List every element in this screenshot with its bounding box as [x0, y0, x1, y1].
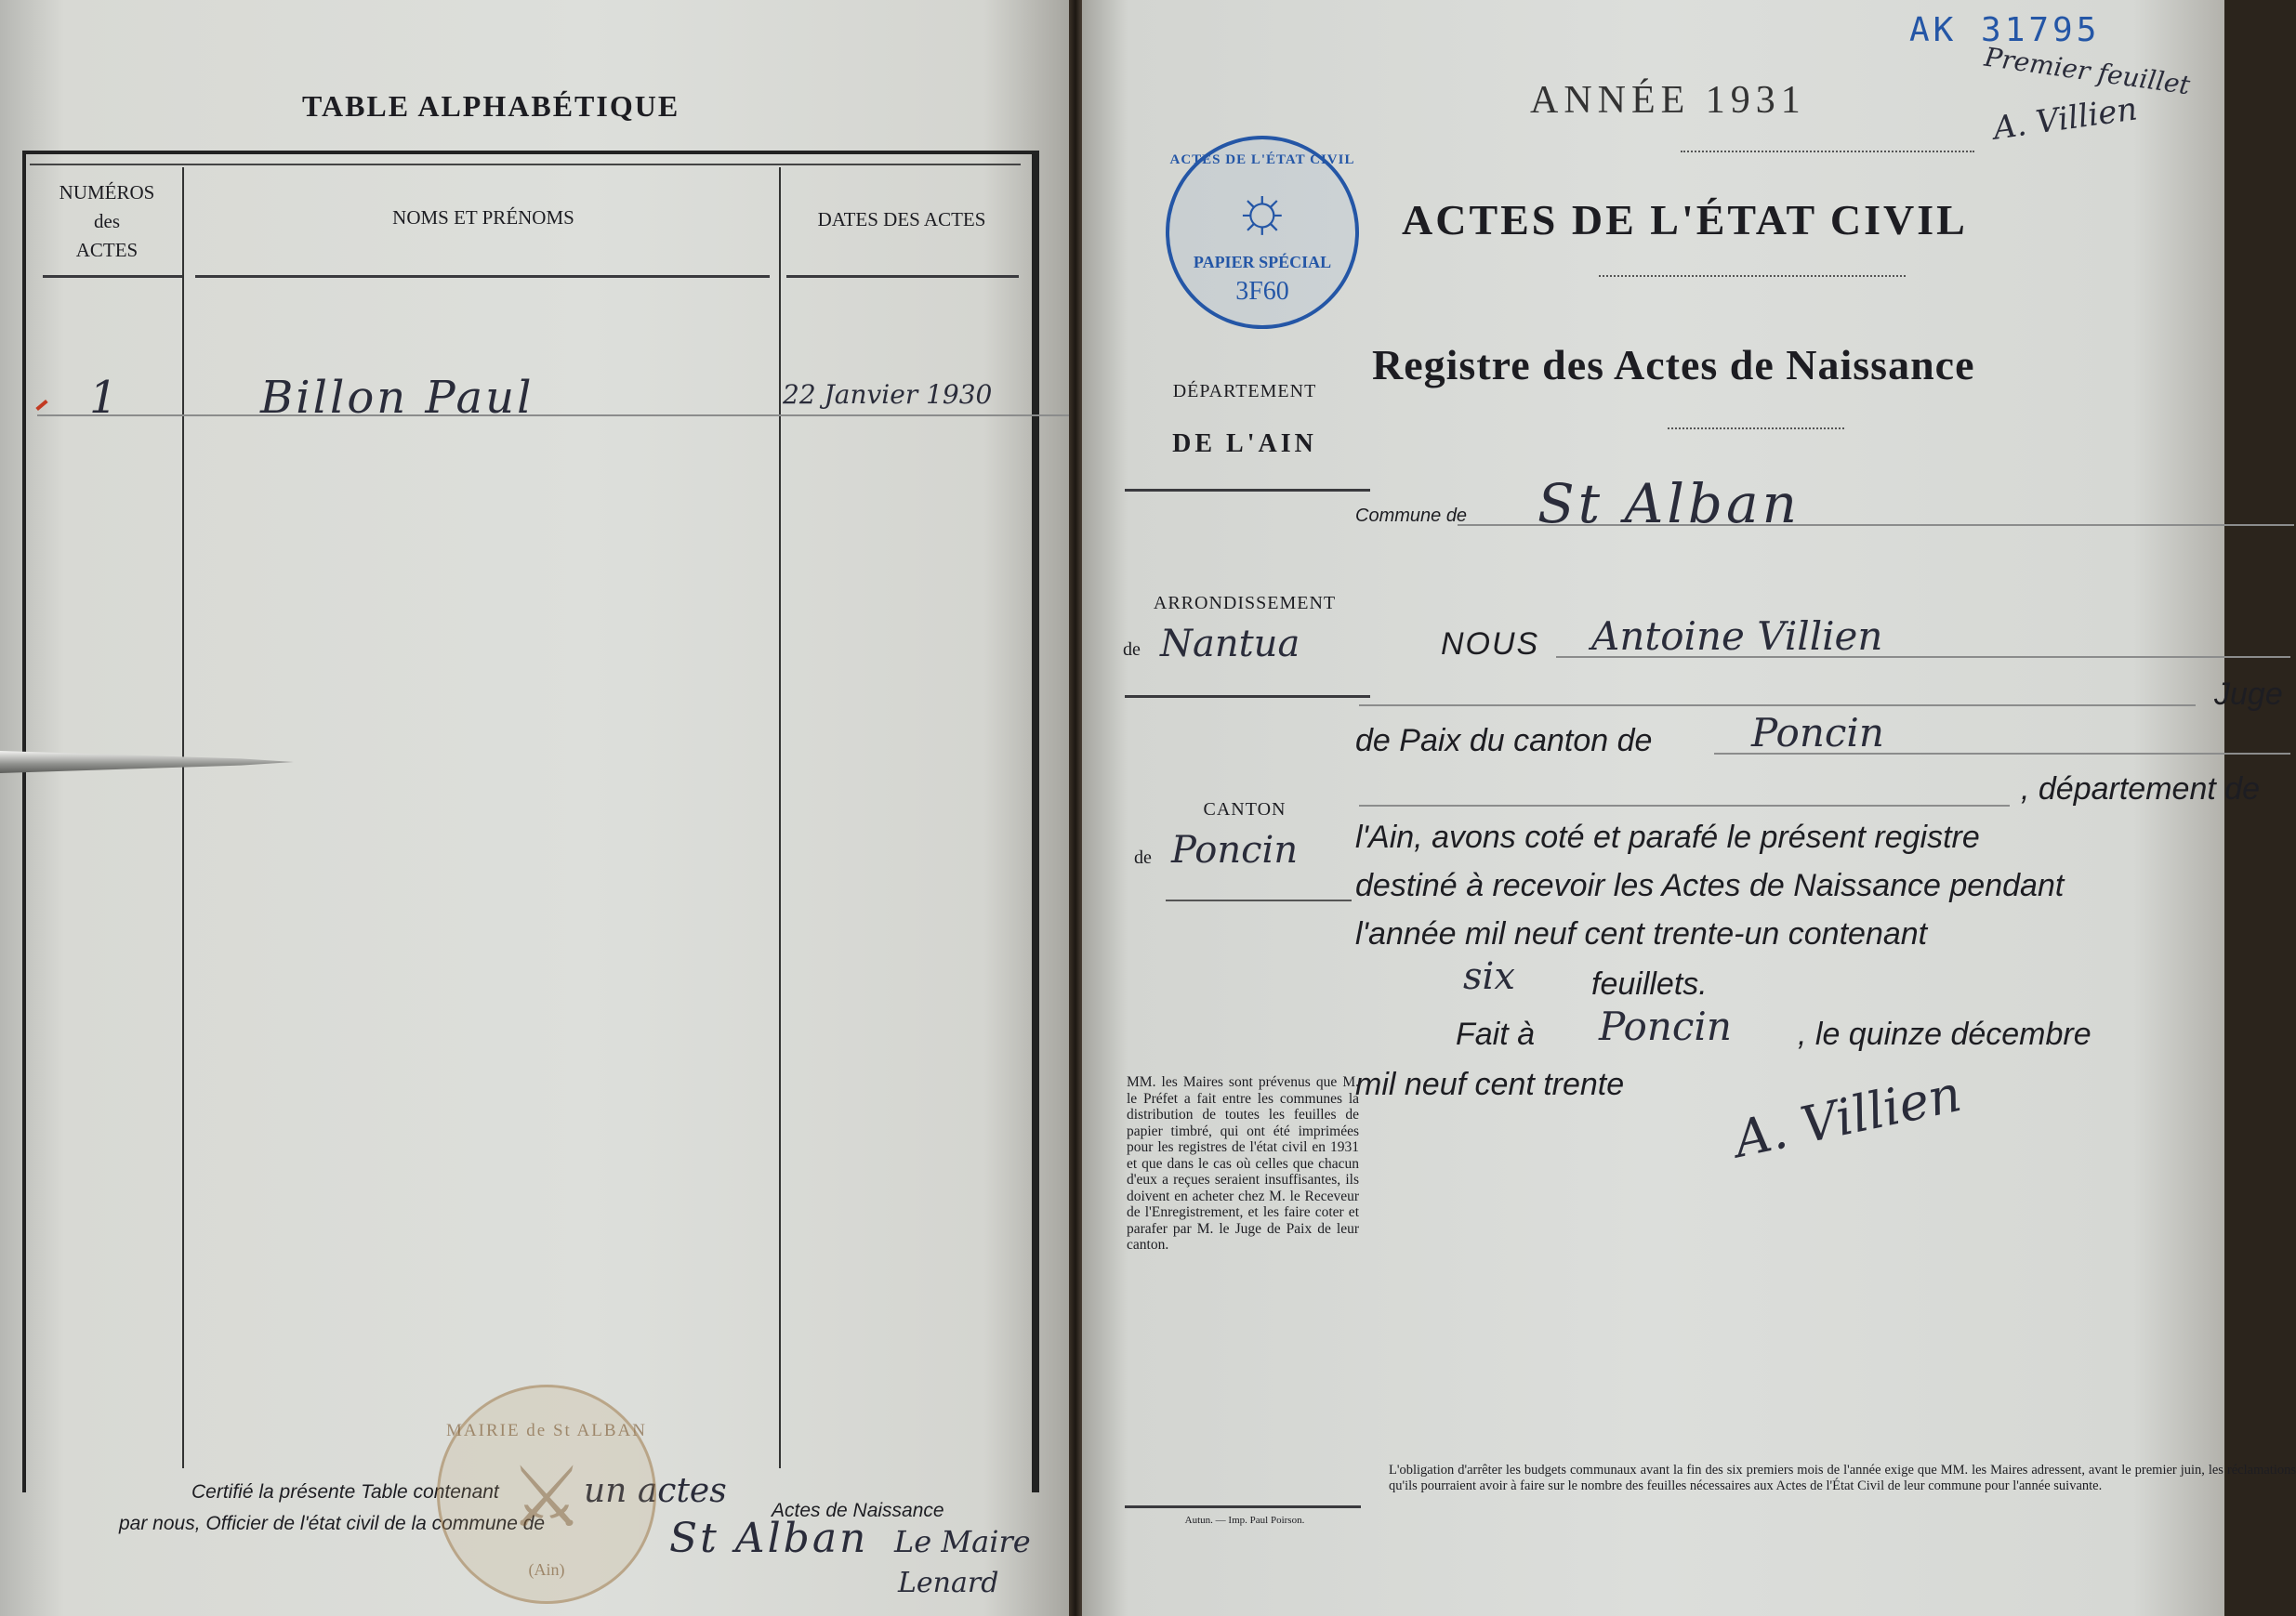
column-divider: [779, 167, 781, 1468]
fait-a: Fait à: [1456, 1017, 1536, 1052]
canton-label: CANTON: [1203, 799, 1287, 820]
fill-line: [1359, 805, 2010, 807]
fait-date: , le quinze décembre: [1798, 1017, 2091, 1052]
main-title: ACTES DE L'ÉTAT CIVIL: [1402, 196, 1968, 243]
printer-credit: Autun. — Imp. Paul Poirson.: [1184, 1515, 1305, 1526]
sheets-word: feuillets.: [1591, 966, 1708, 1002]
mayor-signature: Lenard: [898, 1567, 999, 1599]
row-name: Billon Paul: [260, 372, 534, 424]
handwritten-note: Premier feuillet: [1982, 41, 2193, 101]
fill-line: [1458, 524, 2294, 526]
row-date: 22 Janvier 1930: [783, 379, 993, 410]
tax-stamp-label: PAPIER SPÉCIAL: [1193, 253, 1332, 271]
margin-rule: [1166, 900, 1352, 901]
paix-canton: Poncin: [1751, 710, 1884, 755]
table-inner-frame: [30, 164, 1021, 1466]
seal-figure-icon: ⚔: [508, 1452, 585, 1544]
certification-line-2: par nous, Officier de l'état civil de la commune de: [119, 1513, 546, 1534]
column-divider: [182, 167, 184, 1468]
mayors-side-note: MM. les Maires sont prévenus que M. le Préfet a fait entre les communes la distribution de toutes les feuilles de papier timbré, qui ont été imprimées pour les registres de l'état civil en 1931 et que dans le cas où celles que chacun d'eux a reçues seraient insuffisantes, ils doivent en acheter chez M. le Receveur de l'Enregistrement, et les faire coter et parafer par M. le Juge de Paix de leur canton.: [1127, 1074, 1359, 1253]
tax-stamp: [1166, 136, 1359, 329]
margin-rule: [1125, 695, 1370, 698]
fait-year: mil neuf cent trente: [1355, 1067, 1625, 1102]
marianne-icon: ☼: [1232, 174, 1293, 245]
year-title: ANNÉE 1931: [1530, 79, 1806, 122]
register-title: Registre des Actes de Naissance: [1372, 341, 1975, 388]
tax-stamp-ring-text: ACTES DE L'ÉTAT CIVIL: [1169, 152, 1355, 167]
judge-signature: A. Villien: [1729, 1063, 1967, 1170]
certification-count: un actes: [584, 1472, 727, 1510]
column-header-names: NOMS ET PRÉNOMS: [392, 206, 574, 229]
row-number: 1: [89, 372, 118, 424]
fill-line: [1359, 704, 2196, 706]
departement-value: DE L'AIN: [1172, 429, 1317, 458]
column-header-dates: DATES DES ACTES: [817, 208, 986, 230]
table-title: TABLE ALPHABÉTIQUE: [302, 89, 680, 123]
tax-stamp-price: 3F60: [1235, 277, 1289, 306]
departement-de: , département de: [2021, 771, 2261, 807]
sheets-count: six: [1463, 955, 1515, 998]
juge-word: Juge: [2214, 677, 2283, 712]
left-page: [0, 0, 1069, 1616]
judge-name: Antoine Villien: [1591, 613, 1883, 659]
mairie-seal: [437, 1385, 656, 1604]
archive-stamp-number: AK 31795: [1909, 11, 2101, 49]
note-signature: A. Villien: [1990, 90, 2140, 148]
commune-label: Commune de: [1355, 506, 1468, 526]
body-line-3: l'année mil neuf cent trente-un contenant: [1355, 916, 1928, 952]
paix-text: de Paix du canton de: [1355, 723, 1653, 758]
mayor-title: Le Maire: [894, 1524, 1031, 1559]
header-rule: [43, 275, 182, 278]
footer-note: L'obligation d'arrêter les budgets communaux avant la fin des six premiers mois de l'année exige que MM. les Maires adressent, avant le premier juin, les réclamations qu'ils pourraient avoir à faire sur le nombre des feuilles nécessaires aux Actes de l'État Civil de leur commune pour l'année suivante.: [1389, 1463, 2296, 1493]
arrondissement-label: ARRONDISSEMENT: [1153, 593, 1337, 613]
column-header-numbers: NUMÉROS des ACTES: [59, 181, 155, 261]
commune-value: St Alban: [1537, 472, 1801, 535]
right-page: [1082, 0, 2296, 1616]
arrondissement-value: Nantua: [1160, 623, 1300, 665]
certification-suffix: Actes de Naissance: [772, 1500, 944, 1521]
canton-prefix: de: [1134, 847, 1152, 868]
fill-line: [1556, 656, 2290, 658]
canton-value: Poncin: [1171, 829, 1299, 872]
certification-commune: St Alban: [669, 1515, 869, 1562]
row-guide-line: [37, 414, 1069, 416]
header-rule: [195, 275, 770, 278]
margin-rule: [1125, 489, 1370, 492]
table-row: [37, 372, 1032, 424]
body-line-2: destiné à recevoir les Actes de Naissance pendant: [1355, 868, 2065, 903]
seal-text: MAIRIE de St ALBAN: [446, 1421, 647, 1440]
binding-gutter: [1069, 0, 1082, 1616]
printer-rule: [1125, 1505, 1361, 1508]
seal-subtext: (Ain): [528, 1560, 565, 1579]
ornament-rule: [1681, 151, 1974, 152]
arrondissement-prefix: de: [1123, 639, 1141, 660]
certification-line-1: Certifié la présente Table contenant: [191, 1481, 499, 1503]
header-rule: [786, 275, 1019, 278]
body-line-1: l'Ain, avons coté et parafé le présent registre: [1355, 820, 1980, 855]
departement-label: DÉPARTEMENT: [1172, 381, 1317, 401]
fait-place: Poncin: [1599, 1004, 1732, 1049]
ornament-rule: [1599, 275, 1906, 277]
fill-line: [1714, 753, 2290, 755]
nous-label: NOUS: [1441, 626, 1540, 662]
ornament-rule: [1668, 427, 1844, 429]
